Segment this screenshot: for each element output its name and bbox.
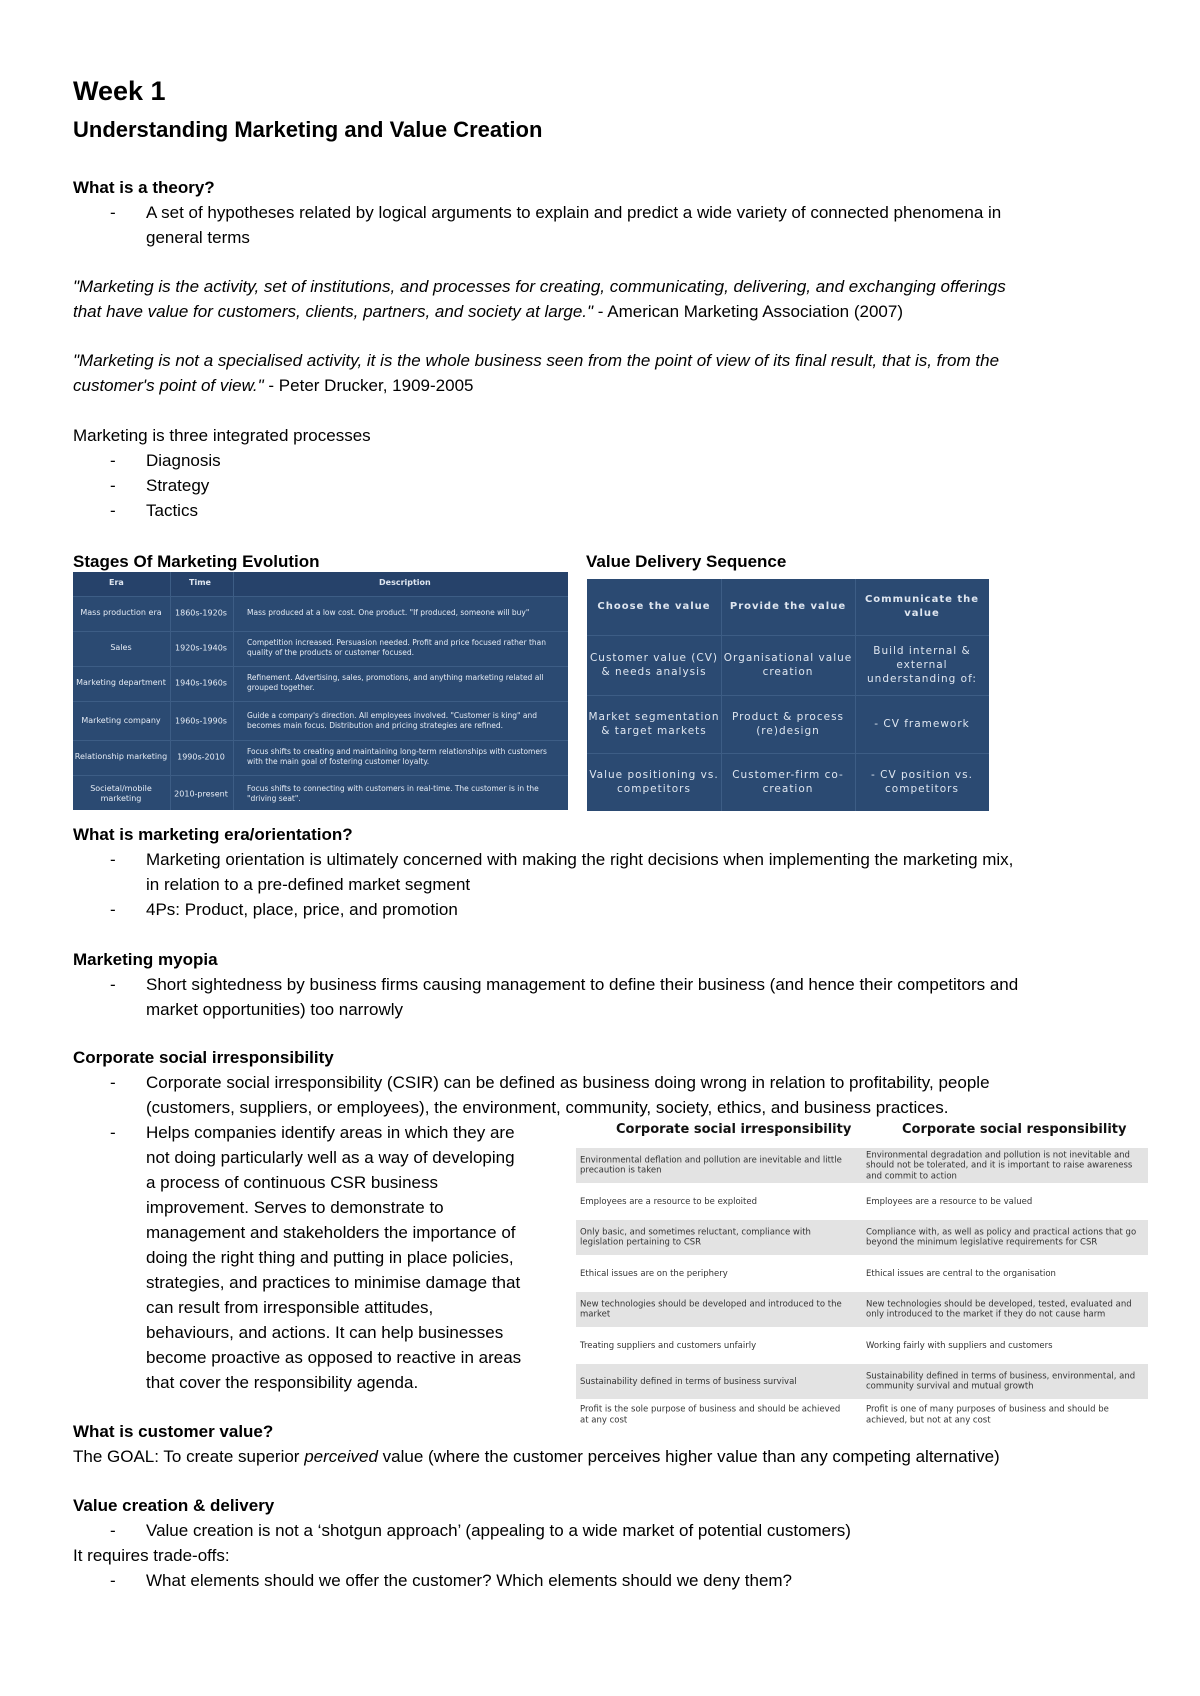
csr-row — [576, 1148, 1148, 1183]
tradeoffs-text: It requires trade-offs: — [73, 1546, 230, 1565]
csr-row — [576, 1292, 1148, 1327]
stages-desc: Mass produced at a low cost. One product. "If produced, someone will buy" — [247, 607, 530, 617]
csr-comparison-table — [576, 1120, 1148, 1430]
vds-cell: Product & process (re)design — [731, 711, 845, 737]
quote-drucker-attribution: - Peter Drucker, 1909-2005 — [263, 376, 474, 395]
csir-heading: Corporate social irresponsibility — [73, 1048, 334, 1067]
vds-cell: Organisational value creation — [723, 652, 853, 678]
csir-paragraph-line: not doing particularly well as a way of developing — [146, 1148, 515, 1167]
vds-cell: - CV framework — [874, 718, 970, 730]
quote-ama-attribution: - American Marketing Association (2007) — [593, 302, 903, 321]
process-item: Diagnosis — [146, 451, 221, 470]
stages-table — [73, 572, 568, 810]
bullet-dash: - — [110, 451, 116, 470]
csir-bullet-line: Corporate social irresponsibility (CSIR) can be defined as business doing wrong in relation to profitability, people — [146, 1073, 990, 1092]
stages-row — [73, 631, 568, 663]
vds-heading: Value Delivery Sequence — [586, 552, 787, 571]
csir-paragraph-line: strategies, and practices to minimise damage that — [146, 1273, 521, 1292]
customer-value-goal — [73, 1445, 1000, 1470]
vds-cell: Customer value (CV) & needs analysis — [589, 652, 719, 678]
theory-heading: What is a theory? — [73, 178, 215, 197]
csr-cell: Profit is one of many purposes of business and should be achieved, but not at any cost — [866, 1404, 1109, 1425]
theory-bullet-line: A set of hypotheses related by logical arguments to explain and predict a wide variety of connected phenomena in — [146, 203, 1002, 222]
myopia-bullet-line: Short sightedness by business firms causing management to define their business (and hence their competitors and — [146, 975, 1019, 994]
csir-paragraph-line: management and stakeholders the importance of — [146, 1223, 516, 1242]
stages-era: Sales — [110, 642, 132, 652]
quote-drucker-line2 — [73, 374, 473, 399]
vds-column-header: Choose the value — [597, 601, 711, 612]
stages-time: 1920s-1940s — [175, 643, 227, 652]
csr-cell: Profit is the sole purpose of business and should be achieved at any cost — [580, 1404, 841, 1425]
value-creation-bullet: Value creation is not a ‘shotgun approach’ (appealing to a wide market of potential customers) — [146, 1521, 851, 1540]
csr-cell: Environmental deflation and pollution are inevitable and little precaution is taken — [580, 1155, 842, 1176]
stages-time: 1940s-1960s — [175, 678, 227, 687]
quote-drucker-text: customer's point of view." — [73, 376, 264, 395]
vds-column-header: Provide the value — [729, 601, 847, 612]
bullet-dash: - — [110, 1521, 116, 1540]
csr-cell: Compliance with, as well as policy and practical actions that go beyond the minimum legislative requirements for CSR — [866, 1227, 1137, 1248]
stages-row — [73, 775, 568, 811]
page-title: Week 1 — [73, 76, 166, 106]
stages-header-era: Era — [109, 578, 124, 587]
bullet-dash: - — [110, 1123, 116, 1142]
quote-ama-line: "Marketing is the activity, set of institutions, and processes for creating, communicating, delivering, and exchanging offerings — [73, 277, 1006, 296]
bullet-dash: - — [110, 1073, 116, 1092]
stages-header-time: Time — [189, 578, 211, 587]
orientation-heading: What is marketing era/orientation? — [73, 825, 353, 844]
csr-cell: New technologies should be developed and introduced to the market — [580, 1299, 842, 1320]
vds-column-header: Communicate the value — [864, 594, 980, 619]
quote-drucker-line: "Marketing is not a specialised activity, it is the whole business seen from the point of view of its final result, that is, from the — [73, 351, 1000, 370]
orientation-bullet-line: in relation to a pre-defined market segment — [146, 875, 471, 894]
stages-era: Marketing department — [76, 677, 166, 687]
goal-post: value (where the customer perceives higher value than any competing alternative) — [377, 1447, 1000, 1466]
csr-row — [576, 1256, 1148, 1291]
csr-cell: New technologies should be developed, tested, evaluated and only introduced to the market if they do not cause harm — [866, 1299, 1132, 1320]
csr-row — [576, 1364, 1148, 1399]
page-subtitle: Understanding Marketing and Value Creation — [73, 117, 543, 142]
csr-cell: Sustainability defined in terms of business, environmental, and community survival and mutual growth — [866, 1371, 1136, 1392]
theory-bullet-line: general terms — [146, 228, 250, 247]
vds-cell: Customer-firm co-creation — [732, 769, 844, 795]
stages-row — [73, 596, 568, 628]
processes-intro: Marketing is three integrated processes — [73, 426, 371, 445]
csr-cell: Treating suppliers and customers unfairly — [580, 1340, 757, 1351]
stages-desc: Focus shifts to creating and maintaining long-term relationships with customers with the main goal of fostering customer loyalty. — [247, 746, 547, 766]
stages-time: 1960s-1990s — [175, 716, 227, 726]
stages-row — [73, 701, 568, 740]
stages-heading: Stages Of Marketing Evolution — [73, 552, 320, 571]
csr-row — [576, 1184, 1148, 1219]
vds-cell: - CV position vs. competitors — [871, 769, 973, 795]
csr-row — [576, 1328, 1148, 1363]
stages-era: Societal/mobile marketing — [90, 783, 152, 803]
bullet-dash: - — [110, 1571, 116, 1590]
bullet-dash: - — [110, 501, 116, 520]
csr-col-header: Corporate social irresponsibility — [616, 1122, 852, 1137]
stages-era: Mass production era — [80, 607, 162, 617]
value-creation-heading: Value creation & delivery — [73, 1496, 275, 1515]
stages-desc: Refinement. Advertising, sales, promotions, and anything marketing related all grouped together. — [247, 672, 544, 692]
bullet-dash: - — [110, 476, 116, 495]
csir-paragraph-line: that cover the responsibility agenda. — [146, 1373, 419, 1392]
stages-desc: Competition increased. Persuasion needed. Profit and price focused rather than quality of the products or customer focused. — [247, 637, 546, 657]
orientation-bullet-line: Marketing orientation is ultimately concerned with making the right decisions when implementing the marketing mix, — [146, 850, 1014, 869]
bullet-dash: - — [110, 203, 116, 222]
stages-time: 1860s-1920s — [175, 608, 227, 617]
stages-header-row — [73, 572, 568, 596]
stages-time: 2010-present — [174, 789, 228, 798]
process-item: Strategy — [146, 476, 210, 495]
stages-desc: Focus shifts to connecting with customers in real-time. The customer is in the "driving seat". — [247, 783, 539, 803]
stages-header-description: Description — [379, 578, 431, 587]
csir-paragraph-line: can result from irresponsible attitudes, — [146, 1298, 434, 1317]
stages-time: 1990s-2010 — [177, 752, 225, 761]
stages-desc: Guide a company's direction. All employees involved. "Customer is king" and becomes main focus. Distribution and pricing strategies are refined. — [247, 711, 537, 730]
csr-cell: Employees are a resource to be exploited — [580, 1196, 758, 1207]
vds-cell: Value positioning vs. competitors — [589, 769, 719, 795]
csir-paragraph-line: behaviours, and actions. It can help businesses — [146, 1323, 504, 1342]
quote-ama-line2 — [73, 300, 903, 325]
goal-pre: The GOAL: To create superior — [73, 1447, 305, 1466]
stages-era: Marketing company — [81, 716, 161, 725]
csr-cell: Sustainability defined in terms of business survival — [580, 1376, 797, 1387]
stages-era: Relationship marketing — [74, 751, 168, 761]
csr-cell: Working fairly with suppliers and customers — [866, 1340, 1053, 1351]
csr-row — [576, 1220, 1148, 1255]
bullet-dash: - — [110, 975, 116, 994]
bullet-dash: - — [110, 900, 116, 919]
stages-row — [73, 740, 568, 772]
value-delivery-table — [587, 579, 989, 811]
csir-paragraph-line: doing the right thing and putting in place policies, — [146, 1248, 514, 1267]
process-item: Tactics — [146, 501, 198, 520]
vds-cell: Build internal & external understanding of: — [867, 645, 977, 685]
csir-paragraph-line: become proactive as opposed to reactive in areas — [146, 1348, 522, 1367]
csr-cell: Ethical issues are central to the organisation — [866, 1268, 1056, 1279]
bullet-dash: - — [110, 850, 116, 869]
orientation-bullet-4ps: 4Ps: Product, place, price, and promotion — [146, 900, 458, 919]
csir-paragraph-line: Helps companies identify areas in which they are — [146, 1123, 515, 1142]
csr-cell: Employees are a resource to be valued — [866, 1196, 1033, 1207]
csr-cell: Only basic, and sometimes reluctant, compliance with legislation pertaining to CSR — [580, 1227, 811, 1248]
csir-bullet-line: (customers, suppliers, or employees), the environment, community, society, ethics, and business practices. — [146, 1098, 949, 1117]
tradeoffs-bullet: What elements should we offer the customer? Which elements should we deny them? — [146, 1571, 793, 1590]
myopia-bullet-line: market opportunities) too narrowly — [146, 1000, 404, 1019]
stages-row — [73, 666, 568, 698]
goal-emphasis: perceived — [304, 1447, 378, 1466]
csr-cell: Environmental degradation and pollution is not inevitable and should not be tolerated, and it is important to raise awareness and commit to action — [866, 1149, 1133, 1181]
vds-cell: Market segmentation & target markets — [588, 711, 720, 737]
customer-value-heading: What is customer value? — [73, 1422, 274, 1441]
csr-cell: Ethical issues are on the periphery — [580, 1268, 728, 1279]
csir-paragraph-line: a process of continuous CSR business — [146, 1173, 438, 1192]
csir-paragraph-line: improvement. Serves to demonstrate to — [146, 1198, 444, 1217]
csr-col-header: Corporate social responsibility — [902, 1122, 1127, 1137]
csr-row — [576, 1400, 1148, 1430]
quote-ama-text: that have value for customers, clients, partners, and society at large." — [73, 302, 594, 321]
myopia-heading: Marketing myopia — [73, 950, 218, 969]
